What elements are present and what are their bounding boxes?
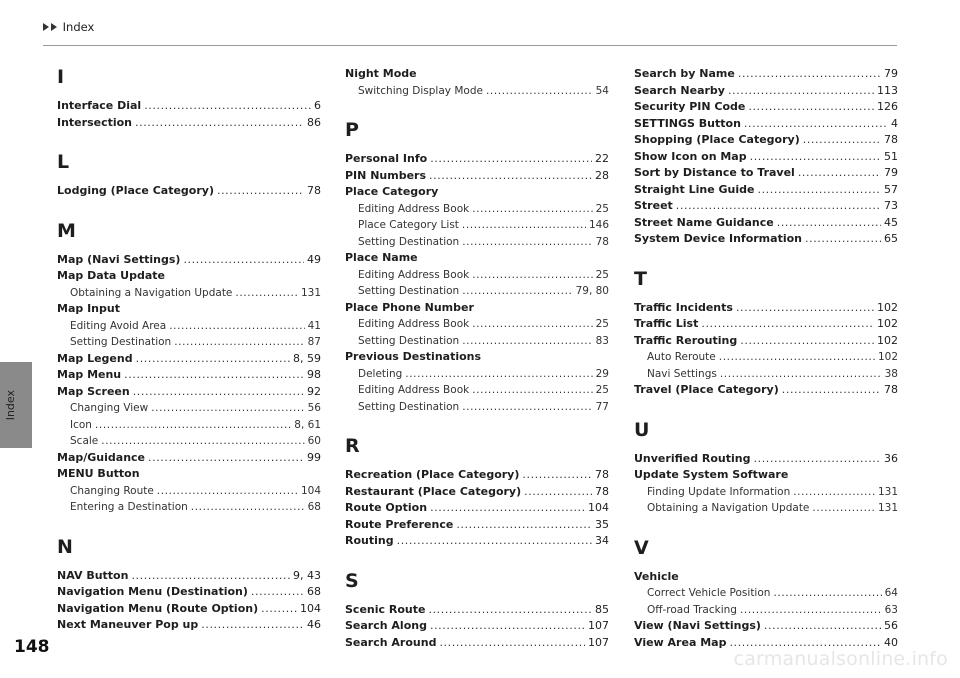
index-entry [345, 151, 609, 168]
dot-leader [777, 215, 881, 232]
dot-leader [782, 382, 881, 399]
index-subentry [57, 417, 321, 434]
entry-page-reference[interactable]: 104 [588, 501, 609, 514]
entry-page-reference[interactable]: 4 [891, 116, 898, 130]
entry-page-reference[interactable]: 68 [307, 585, 321, 598]
dot-leader [169, 318, 304, 335]
entry-label: Personal Info [345, 152, 428, 165]
entry-page-reference[interactable]: 79 [884, 67, 898, 80]
index-group-heading [345, 250, 609, 267]
entry-page-reference[interactable]: 8, 61 [294, 418, 321, 431]
dot-leader [217, 183, 304, 200]
index-entry [634, 149, 898, 166]
index-letter-heading: N [57, 535, 73, 558]
entry-label: Editing Address Book [358, 318, 470, 330]
index-letter-heading: L [57, 151, 70, 173]
entry-page-reference[interactable]: 104 [300, 601, 321, 615]
entry-page-reference[interactable]: 107 [588, 635, 609, 649]
index-group-heading [634, 467, 898, 484]
index-subentry [345, 267, 609, 284]
dot-leader [720, 366, 882, 383]
dot-leader [744, 116, 888, 133]
entry-page-reference[interactable]: 57 [884, 182, 898, 196]
entry-page-reference[interactable]: 63 [884, 603, 898, 616]
entry-label: Place Name [345, 251, 418, 264]
index-subentry [345, 283, 609, 300]
dot-leader [462, 217, 586, 234]
entry-page-reference[interactable]: 79, 80 [575, 285, 609, 297]
index-subentry [634, 349, 898, 366]
index-entry [57, 584, 321, 601]
entry-label: PIN Numbers [345, 168, 426, 182]
dot-leader [124, 367, 304, 384]
index-group-heading [57, 301, 321, 318]
entry-page-reference[interactable]: 25 [595, 202, 609, 215]
dot-leader [522, 467, 592, 484]
entry-page-reference[interactable]: 65 [884, 232, 898, 245]
entry-page-reference[interactable]: 102 [877, 317, 898, 330]
index-subentry [57, 285, 321, 302]
entry-label: Street Name Guidance [634, 215, 774, 229]
entry-label: Routing [345, 534, 394, 547]
entry-label: Setting Destination [358, 285, 460, 297]
entry-page-reference[interactable]: 131 [877, 502, 898, 514]
dot-leader [428, 602, 592, 619]
dot-leader [462, 283, 572, 300]
entry-page-reference[interactable]: 25 [595, 384, 609, 396]
index-entry [345, 618, 609, 635]
dot-leader [95, 417, 291, 434]
entry-page-reference[interactable]: 29 [595, 367, 609, 380]
entry-page-reference[interactable]: 56 [307, 402, 321, 414]
dot-leader [793, 484, 875, 501]
dot-leader [235, 285, 298, 302]
entry-label: Lodging (Place Category) [57, 184, 214, 197]
entry-label: Show Icon on Map [634, 149, 747, 163]
entry-label: Deleting [358, 367, 403, 380]
dot-leader [191, 499, 305, 516]
entry-label: Shopping (Place Category) [634, 133, 800, 146]
entry-label: Place Category List [358, 219, 459, 231]
entry-label: Setting Destination [358, 334, 460, 347]
entry-page-reference[interactable]: 78 [595, 235, 609, 248]
entry-label: Scenic Route [345, 602, 426, 616]
index-subentry [345, 366, 609, 383]
dot-leader [472, 267, 592, 284]
dot-leader [805, 231, 881, 248]
arrow-right-icon [51, 23, 57, 31]
dot-leader [131, 568, 290, 585]
index-letter-heading: I [57, 66, 65, 88]
entry-label: Straight Line Guide [634, 182, 755, 196]
index-subentry [345, 83, 609, 100]
index-subentry [634, 484, 898, 501]
index-entry [57, 252, 321, 269]
entry-label: Setting Destination [358, 400, 460, 413]
breadcrumb [43, 20, 94, 34]
entry-label: Search Nearby [634, 83, 725, 97]
entry-label: Travel (Place Category) [634, 383, 779, 396]
dot-leader [750, 149, 881, 166]
entry-page-reference[interactable]: 60 [307, 435, 321, 447]
entry-page-reference[interactable]: 104 [300, 484, 321, 497]
entry-label: Security PIN Code [634, 100, 746, 113]
dot-leader [757, 182, 881, 199]
index-subentry [634, 585, 898, 602]
entry-page-reference[interactable]: 131 [300, 286, 321, 299]
entry-page-reference[interactable]: 98 [307, 368, 321, 381]
index-entry [634, 618, 898, 635]
dot-leader [486, 83, 593, 100]
index-entry [634, 231, 898, 248]
entry-page-reference[interactable]: 34 [595, 534, 609, 547]
entry-page-reference[interactable]: 49 [307, 252, 321, 266]
dot-leader [803, 132, 881, 149]
entry-label: Editing Address Book [358, 202, 470, 215]
index-group-heading [634, 569, 898, 586]
index-entry [345, 168, 609, 185]
index-column-1 [57, 66, 321, 634]
index-entry [57, 568, 321, 585]
page-number: 148 [14, 637, 50, 657]
index-entry [57, 367, 321, 384]
index-entry [57, 351, 321, 368]
index-group-heading [345, 300, 609, 317]
entry-label: Auto Reroute [647, 351, 716, 363]
entry-page-reference[interactable]: 85 [595, 602, 609, 616]
entry-page-reference[interactable]: 126 [877, 100, 898, 113]
entry-label: Map/Guidance [57, 450, 145, 464]
entry-label: Route Preference [345, 517, 454, 531]
index-entry [634, 132, 898, 149]
dot-leader [812, 500, 875, 517]
entry-page-reference[interactable]: 146 [588, 219, 609, 231]
entry-label: Correct Vehicle Position [647, 587, 771, 599]
dot-leader [174, 334, 304, 351]
dot-leader [740, 333, 874, 350]
index-subentry [57, 483, 321, 500]
entry-label: Entering a Destination [70, 501, 188, 513]
index-subentry [634, 602, 898, 619]
entry-label: Route Option [345, 501, 428, 514]
header-divider [43, 45, 897, 46]
entry-label: Obtaining a Navigation Update [647, 502, 810, 514]
dot-leader [144, 98, 311, 115]
entry-page-reference[interactable]: 40 [884, 635, 898, 649]
entry-label: Icon [70, 418, 92, 431]
dot-leader [462, 234, 592, 251]
index-letter-heading: U [634, 418, 650, 441]
dot-leader [201, 617, 304, 634]
dot-leader [524, 484, 592, 501]
dot-leader [136, 351, 290, 368]
entry-page-reference[interactable]: 46 [307, 618, 321, 631]
dot-leader [462, 399, 592, 416]
entry-label: Finding Update Information [647, 485, 791, 498]
entry-label: Vehicle [634, 569, 679, 583]
entry-label: Editing Address Book [358, 384, 470, 396]
dot-leader [456, 517, 592, 534]
index-subentry [345, 399, 609, 416]
dot-leader [676, 198, 881, 215]
entry-page-reference[interactable]: 86 [307, 115, 321, 129]
watermark: carmanualsonline.info [733, 648, 948, 670]
dot-leader [719, 349, 875, 366]
index-entry [634, 66, 898, 83]
entry-label: Map Data Update [57, 269, 165, 282]
dot-leader [101, 433, 304, 450]
index-entry [634, 99, 898, 116]
index-entry [634, 165, 898, 182]
dot-leader [430, 618, 585, 635]
entry-page-reference[interactable]: 107 [588, 619, 609, 632]
entry-label: MENU Button [57, 467, 140, 480]
dot-leader [764, 618, 881, 635]
entry-label: Off-road Tracking [647, 603, 737, 616]
entry-label: Map Legend [57, 351, 133, 365]
entry-page-reference[interactable]: 102 [877, 300, 898, 314]
entry-page-reference[interactable]: 54 [595, 84, 609, 97]
dot-leader [472, 316, 592, 333]
entry-label: Sort by Distance to Travel [634, 166, 795, 179]
index-entry [345, 500, 609, 517]
index-entry [345, 533, 609, 550]
index-letter-heading: T [634, 267, 647, 290]
dot-leader [736, 300, 874, 317]
entry-label: Obtaining a Navigation Update [70, 286, 233, 299]
dot-leader [728, 83, 874, 100]
entry-label: Map (Navi Settings) [57, 252, 181, 266]
dot-leader [135, 115, 304, 132]
entry-page-reference[interactable]: 73 [884, 199, 898, 212]
dot-leader [472, 201, 592, 218]
entry-page-reference[interactable]: 78 [884, 383, 898, 396]
entry-page-reference[interactable]: 8, 59 [293, 351, 321, 365]
entry-label: Scale [70, 435, 99, 447]
dot-leader [439, 635, 585, 652]
index-column-2 [345, 66, 609, 651]
dot-leader [133, 384, 304, 401]
index-entry [345, 467, 609, 484]
entry-label: Search Along [345, 619, 427, 632]
entry-page-reference[interactable]: 78 [884, 133, 898, 146]
entry-label: Intersection [57, 115, 133, 129]
entry-page-reference[interactable]: 9, 43 [293, 568, 321, 582]
index-entry [57, 183, 321, 200]
entry-page-reference[interactable]: 6 [314, 99, 321, 112]
entry-page-reference[interactable]: 64 [884, 587, 898, 599]
index-subentry [345, 234, 609, 251]
entry-label: NAV Button [57, 568, 129, 582]
entry-label: Setting Destination [358, 235, 460, 248]
entry-label: Navi Settings [647, 367, 717, 380]
entry-page-reference[interactable]: 41 [307, 319, 321, 332]
index-group-heading [345, 349, 609, 366]
index-subentry [345, 316, 609, 333]
entry-label: Traffic Rerouting [634, 333, 738, 347]
entry-label: Map Screen [57, 384, 130, 398]
index-entry [57, 98, 321, 115]
entry-page-reference[interactable]: 35 [595, 517, 609, 531]
entry-page-reference[interactable]: 83 [595, 334, 609, 347]
index-entry [57, 450, 321, 467]
entry-page-reference[interactable]: 51 [884, 149, 898, 163]
entry-label: Unverified Routing [634, 451, 751, 465]
dot-leader [397, 533, 592, 550]
dot-leader [261, 601, 297, 618]
entry-page-reference[interactable]: 68 [307, 501, 321, 513]
arrow-right-icon [43, 23, 49, 31]
index-group-heading [345, 184, 609, 201]
dot-leader [754, 451, 882, 468]
index-subentry [345, 382, 609, 399]
dot-leader [738, 66, 881, 83]
dot-leader [430, 500, 585, 517]
index-entry [634, 316, 898, 333]
entry-label: View (Navi Settings) [634, 619, 761, 632]
index-entry [57, 601, 321, 618]
entry-page-reference[interactable]: 78 [307, 184, 321, 197]
index-group-heading [57, 268, 321, 285]
index-entry [634, 451, 898, 468]
dot-leader [748, 99, 874, 116]
entry-label: Search by Name [634, 67, 735, 80]
index-letter-heading: R [345, 435, 360, 457]
entry-page-reference[interactable]: 102 [877, 351, 898, 363]
dot-leader [183, 252, 304, 269]
dot-leader [148, 450, 304, 467]
entry-page-reference[interactable]: 113 [877, 83, 898, 97]
index-letter-heading: V [634, 536, 649, 559]
index-group-heading [57, 466, 321, 483]
dot-leader [429, 168, 592, 185]
index-subentry [57, 433, 321, 450]
dot-leader [798, 165, 881, 182]
entry-label: Street [634, 199, 673, 212]
index-entry [634, 333, 898, 350]
entry-label: Map Input [57, 302, 120, 315]
entry-page-reference[interactable]: 22 [595, 152, 609, 165]
entry-page-reference[interactable]: 45 [884, 215, 898, 229]
index-subentry [634, 366, 898, 383]
index-entry [634, 198, 898, 215]
index-entry [634, 300, 898, 317]
entry-label: Map Menu [57, 368, 122, 381]
entry-label: View Area Map [634, 635, 727, 649]
dot-leader [740, 602, 882, 619]
entry-page-reference[interactable]: 102 [877, 333, 898, 347]
index-letter-heading: P [345, 119, 359, 141]
entry-page-reference[interactable]: 87 [307, 336, 321, 348]
index-entry [634, 182, 898, 199]
entry-label: SETTINGS Button [634, 116, 741, 130]
entry-label: Navigation Menu (Route Option) [57, 601, 259, 615]
dot-leader [430, 151, 592, 168]
dot-leader [151, 400, 304, 417]
index-entry [634, 215, 898, 232]
index-subentry [57, 400, 321, 417]
entry-label: Restaurant (Place Category) [345, 484, 522, 498]
index-entry [634, 83, 898, 100]
dot-leader [462, 333, 592, 350]
entry-label: Place Category [345, 185, 439, 198]
entry-page-reference[interactable]: 25 [595, 268, 609, 281]
entry-label: Changing View [70, 402, 149, 414]
entry-label: Navigation Menu (Destination) [57, 585, 248, 598]
entry-label: Traffic Incidents [634, 300, 733, 314]
entry-label: Setting Destination [70, 336, 172, 348]
entry-page-reference[interactable]: 78 [595, 468, 609, 481]
entry-label: Editing Address Book [358, 268, 470, 281]
entry-label: Traffic List [634, 317, 699, 330]
index-subentry [634, 500, 898, 517]
entry-label: Night Mode [345, 67, 417, 80]
entry-page-reference[interactable]: 131 [877, 485, 898, 498]
index-entry [345, 602, 609, 619]
entry-label: Changing Route [70, 484, 154, 497]
index-entry [57, 384, 321, 401]
index-subentry [57, 499, 321, 516]
index-letter-heading: S [345, 569, 359, 592]
index-group-heading [345, 66, 609, 83]
index-subentry [345, 201, 609, 218]
index-letter-heading: M [57, 219, 76, 242]
entry-label: Place Phone Number [345, 300, 474, 314]
index-subentry [345, 217, 609, 234]
dot-leader [405, 366, 592, 383]
index-entry [345, 484, 609, 501]
index-subentry [57, 318, 321, 335]
entry-label: Editing Avoid Area [70, 319, 167, 332]
index-column-3 [634, 66, 898, 651]
index-subentry [345, 333, 609, 350]
entry-page-reference[interactable]: 92 [307, 384, 321, 398]
entry-label: Previous Destinations [345, 350, 482, 363]
breadcrumb-label: Index [62, 20, 95, 34]
entry-label: Switching Display Mode [358, 84, 483, 97]
entry-page-reference[interactable]: 36 [884, 451, 898, 465]
index-entry [634, 382, 898, 399]
index-entry [345, 635, 609, 652]
entry-page-reference[interactable]: 28 [595, 168, 609, 182]
entry-label: Interface Dial [57, 99, 142, 112]
index-subentry [57, 334, 321, 351]
entry-label: Update System Software [634, 468, 789, 481]
entry-label: Search Around [345, 635, 437, 649]
entry-page-reference[interactable]: 78 [595, 484, 609, 498]
entry-page-reference[interactable]: 25 [595, 318, 609, 330]
index-entry [345, 517, 609, 534]
entry-label: System Device Information [634, 232, 802, 245]
entry-label: Next Maneuver Pop up [57, 618, 199, 631]
dot-leader [773, 585, 881, 602]
entry-page-reference[interactable]: 38 [884, 367, 898, 380]
index-entry [57, 115, 321, 132]
dot-leader [251, 584, 304, 601]
dot-leader [472, 382, 592, 399]
side-tab-label: Index [4, 390, 17, 421]
dot-leader [701, 316, 874, 333]
index-entry [634, 116, 898, 133]
entry-page-reference[interactable]: 56 [884, 619, 898, 632]
dot-leader [157, 483, 298, 500]
entry-page-reference[interactable]: 79 [884, 166, 898, 179]
entry-page-reference[interactable]: 77 [595, 400, 609, 413]
entry-label: Recreation (Place Category) [345, 468, 520, 481]
entry-page-reference[interactable]: 99 [307, 450, 321, 464]
index-entry [57, 617, 321, 634]
